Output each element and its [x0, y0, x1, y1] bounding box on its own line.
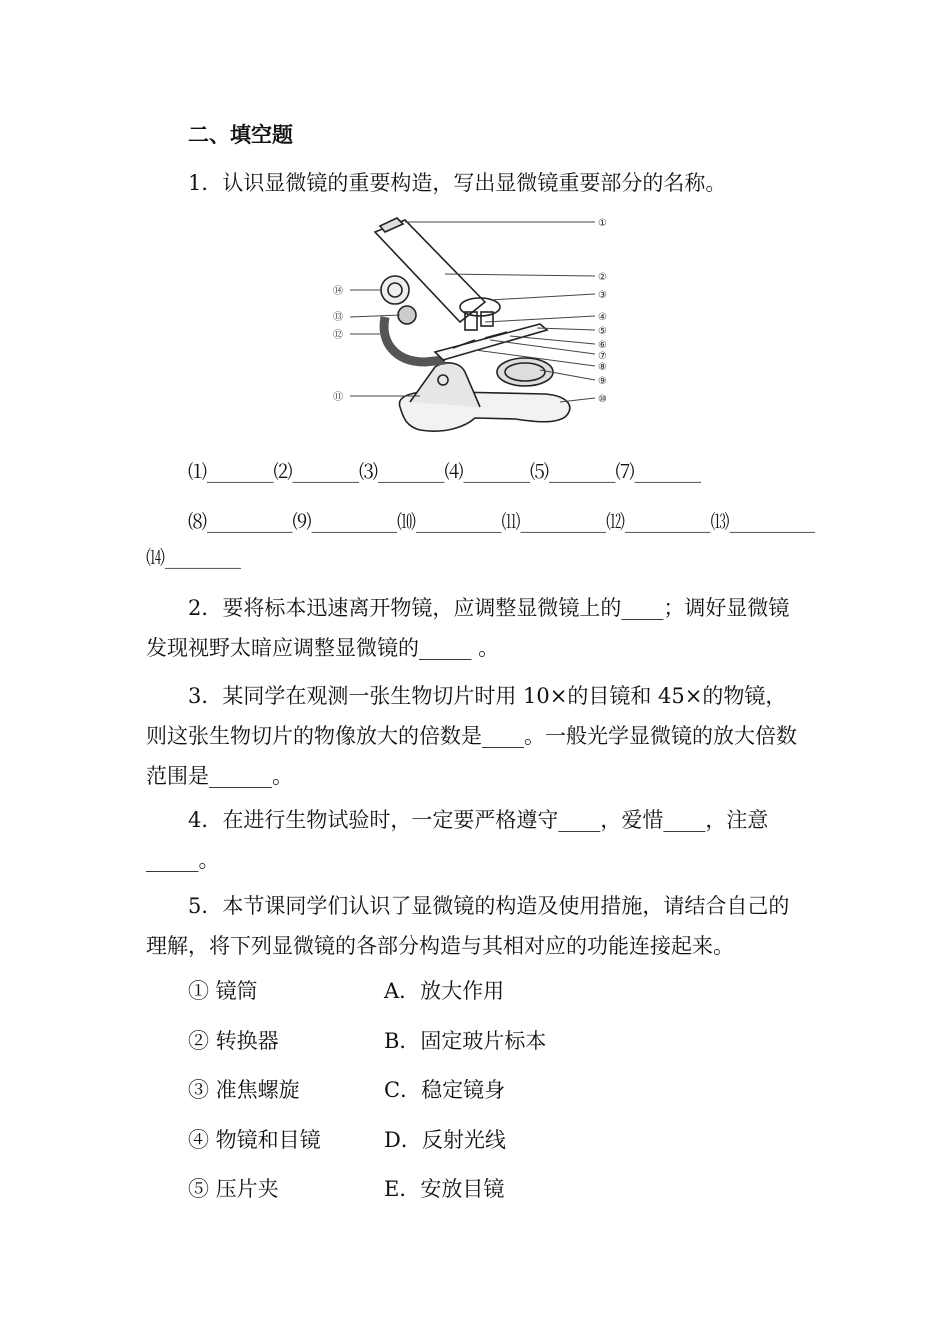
match-right-C[interactable]: C．稳定镜身: [384, 1078, 506, 1102]
answer-blanks-row-2[interactable]: ⑻_________⑼_________⑽_________⑾_________⑿_________⒀_________: [188, 511, 816, 533]
label-1: ①: [598, 218, 607, 229]
section-title: 二、填空题: [188, 122, 293, 147]
match-left-1[interactable]: ① 镜筒: [188, 979, 258, 1003]
question-5-text: 5．本节课同学们认识了显微镜的构造及使用措施，请结合自己的理解，将下列显微镜的各部分构造与其相对应的功能连接起来。: [146, 894, 790, 958]
question-4: [146, 800, 806, 880]
label-9: ⑨: [598, 376, 607, 387]
question-5: [146, 886, 806, 966]
label-11: ⑪: [333, 392, 343, 403]
question-3-text: 3．某同学在观测一张生物切片时用 10×的目镜和 45×的物镜，则这张生物切片的物像放大的倍数是____。一般光学显微镜的放大倍数范围是______。: [146, 684, 797, 788]
label-2: ②: [598, 272, 607, 283]
microscope-diagram: [325, 212, 625, 442]
label-10: ⑩: [598, 394, 607, 405]
match-right-D[interactable]: D．反射光线: [384, 1128, 506, 1152]
question-1-text: 1．认识显微镜的重要构造，写出显微镜重要部分的名称。: [188, 171, 727, 195]
label-12: ⑫: [333, 330, 343, 341]
label-14: ⑭: [333, 286, 343, 297]
match-left-3[interactable]: ③ 准焦螺旋: [188, 1078, 300, 1102]
question-3: [146, 676, 806, 796]
question-2-text: 2．要将标本迅速离开物镜，应调整显微镜上的____；调好显微镜发现视野太暗应调整显微镜的_____ 。: [146, 596, 790, 660]
match-left-4[interactable]: ④ 物镜和目镜: [188, 1128, 321, 1152]
answer-blanks-row-3[interactable]: ⒁________: [146, 547, 242, 569]
label-7: ⑦: [598, 351, 607, 362]
label-5: ⑤: [598, 326, 607, 337]
question-2: [146, 588, 806, 668]
question-4-text: 4．在进行生物试验时，一定要严格遵守____，爱惜____，注意_____。: [146, 808, 769, 872]
answer-blanks-row-1[interactable]: ⑴_______⑵_______⑶_______⑷_______⑸_______⑺_______: [188, 461, 702, 483]
match-right-B[interactable]: B．固定玻片标本: [384, 1029, 547, 1053]
label-3: ③: [598, 290, 607, 301]
match-left-2[interactable]: ② 转换器: [188, 1029, 279, 1053]
label-6: ⑥: [598, 340, 607, 351]
label-13: ⑬: [333, 312, 343, 323]
label-4: ④: [598, 312, 607, 323]
match-right-E[interactable]: E．安放目镜: [384, 1177, 505, 1201]
match-left-5[interactable]: ⑤ 压片夹: [188, 1177, 279, 1201]
match-right-A[interactable]: A．放大作用: [384, 979, 505, 1003]
label-8: ⑧: [598, 362, 607, 373]
